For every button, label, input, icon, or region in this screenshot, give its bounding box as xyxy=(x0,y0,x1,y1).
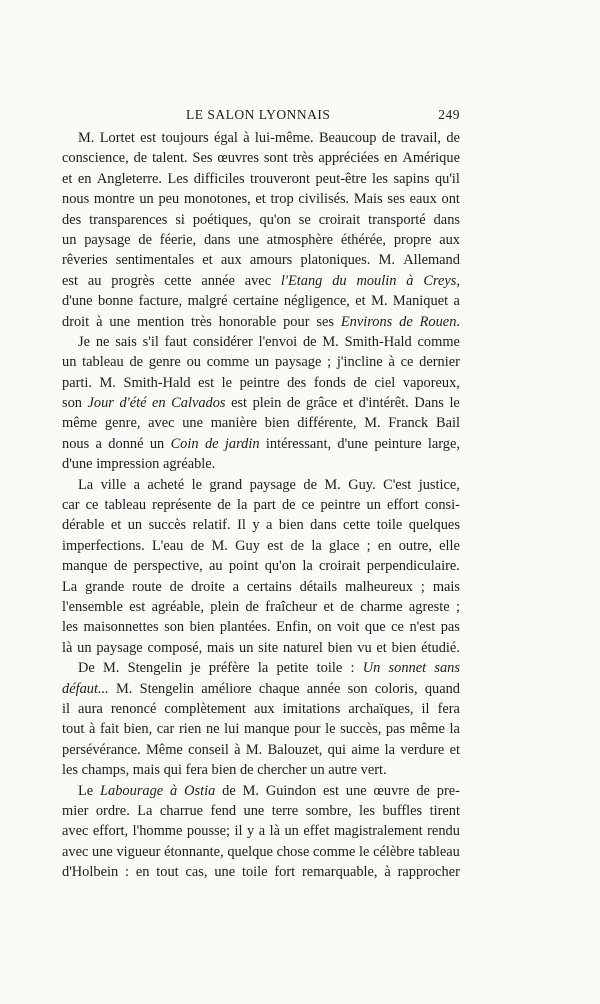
text-line: un paysage de féerie, dans une atmosphère éthérée, propre aux xyxy=(62,231,460,248)
text-line: son Jour d'été en Calvados est plein de grâce et d'intérêt. Dans le xyxy=(62,395,460,412)
text-line: persévérance. Même conseil à M. Balouzet, qui aime la verdure et xyxy=(62,741,460,758)
running-title: LE SALON LYONNAIS xyxy=(186,107,331,122)
text-line: car ce tableau représente de la part de ce peintre un effort consi- xyxy=(62,497,460,514)
text-line: les champs, mais qui fera bien de chercher un autre vert. xyxy=(62,762,387,779)
page-number: 249 xyxy=(438,107,460,122)
text-line: nous a donné un Coin de jardin intéressant, d'une peinture large, xyxy=(62,435,460,452)
text-line: dérable et un succès relatif. Il y a bien dans cette toile quelques xyxy=(62,517,460,534)
text-line: défaut... M. Stengelin améliore chaque année son coloris, quand xyxy=(62,680,460,697)
text-line: La ville a acheté le grand paysage de M. Guy. C'est justice, xyxy=(78,476,460,493)
text-line: un tableau de genre ou comme un paysage ; j'incline à ce dernier xyxy=(62,354,460,371)
text-line: droit à une mention très honorable pour ses Environs de Rouen. xyxy=(62,313,460,330)
text-line: manque de perspective, au point qu'on la croirait perpendiculaire. xyxy=(62,558,460,575)
text-line: parti. M. Smith-Hald est le peintre des fonds de ciel vaporeux, xyxy=(62,374,460,391)
text-line: rêveries sentimentales et aux amours platoniques. M. Allemand xyxy=(62,252,460,269)
text-line: tout à fait bien, car rien ne lui manque pour le succès, pas même la xyxy=(62,721,460,738)
text-line: d'Holbein : en tout cas, une toile fort remarquable, à rapprocher xyxy=(62,864,460,881)
body-text xyxy=(62,128,460,882)
text-line: des transparences si poétiques, qu'on se croirait transporté dans xyxy=(62,211,460,228)
text-line: imperfections. L'eau de M. Guy est de la glace ; en outre, elle xyxy=(62,537,460,554)
text-line: il aura renoncé complètement aux imitations archaïques, il fera xyxy=(62,700,460,717)
text-line: là un paysage composé, mais un site naturel bien vu et bien étudié. xyxy=(62,639,460,656)
text-line: La grande route de droite a certains détails malheureux ; mais xyxy=(62,578,460,595)
text-line: d'une impression agréable. xyxy=(62,456,216,473)
text-line: M. Lortet est toujours égal à lui-même. Beaucoup de travail, de xyxy=(78,130,460,146)
text-line: avec effort, l'homme pousse; il y a là un effet magistralement rendu xyxy=(62,823,460,840)
text-line: Le Labourage à Ostia de M. Guindon est une œuvre de pre- xyxy=(78,782,460,799)
text-line: même genre, avec une manière bien différente, M. Franck Bail xyxy=(62,415,460,432)
text-line: est au progrès cette année avec l'Etang du moulin à Creys, xyxy=(62,272,460,289)
text-line: et en Angleterre. Les difficiles trouveront peut-être les sapins qu'il xyxy=(62,170,460,187)
text-line: d'une bonne facture, malgré certaine négligence, et M. Maniquet a xyxy=(62,293,460,310)
text-line: les maisonnettes son bien plantées. Enfin, on voit que ce n'est pas xyxy=(62,619,460,636)
text-line: l'ensemble est agréable, plein de fraîcheur et de charme agreste ; xyxy=(62,598,460,615)
text-line: avec une vigueur étonnante, quelque chose comme le célèbre tableau xyxy=(62,843,460,860)
text-line: De M. Stengelin je préfère la petite toile : Un sonnet sans xyxy=(78,660,460,677)
text-line: conscience, de talent. Ses œuvres sont très appréciées en Amérique xyxy=(62,150,460,167)
text-line: Je ne sais s'il faut considérer l'envoi de M. Smith-Hald comme xyxy=(78,333,460,350)
text-line: mier ordre. La charrue fend une terre sombre, les buffles tirent xyxy=(62,802,460,819)
text-line: nous montre un peu monotones, et trop civilisés. Mais ses eaux ont xyxy=(62,191,460,208)
